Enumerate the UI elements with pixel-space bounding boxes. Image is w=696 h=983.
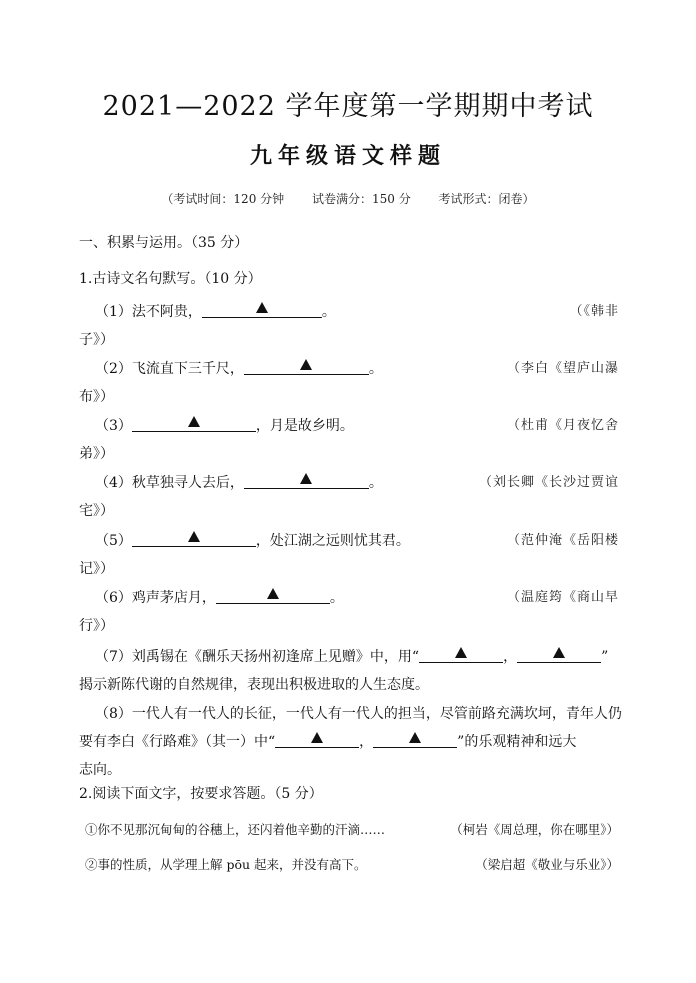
- triangle-marker-icon: [188, 531, 200, 542]
- quote-source: （柯岩《周总理，你在哪里》）: [450, 822, 619, 837]
- item-source: （范仲淹《岳阳楼: [506, 533, 619, 548]
- item-text: （8）一代人有一代人的长征，一代人有一代人的担当，尽管前路充满坎坷，青年人仍: [95, 706, 622, 722]
- item-text: ，: [503, 649, 518, 665]
- answer-blank[interactable]: [275, 730, 359, 748]
- question-1-item-4: [79, 469, 619, 525]
- item-number: （2）: [95, 361, 132, 377]
- exam-format: 考试形式：闭卷）: [438, 192, 535, 206]
- item-number: （3）: [95, 418, 132, 434]
- answer-blank[interactable]: [373, 730, 457, 748]
- question-1-item-8: [79, 700, 622, 784]
- item-text: 法不阿贵，: [131, 304, 202, 320]
- answer-blank[interactable]: [419, 645, 503, 663]
- answer-blank[interactable]: [517, 645, 601, 663]
- triangle-marker-icon: [300, 359, 312, 370]
- item-text: 要有李白《行路难》（其一）中“: [79, 734, 276, 750]
- quote-1: [85, 820, 619, 838]
- triangle-marker-icon: [267, 588, 279, 599]
- item-text: 揭示新陈代谢的自然规律，表现出积极进取的人生态度。: [79, 677, 429, 693]
- item-text: ，处江湖之远则忧其君。: [255, 533, 410, 549]
- question-1-item-3: [79, 412, 619, 468]
- item-text: ”: [601, 649, 609, 665]
- triangle-marker-icon: [409, 732, 421, 743]
- question-2-heading: 2.阅读下面文字，按要求答题。（5 分）: [79, 786, 323, 802]
- item-text: 。: [321, 304, 336, 320]
- exam-time: （考试时间：120 分钟: [161, 192, 285, 206]
- item-text: 。: [368, 475, 383, 491]
- item-source-cont: 行》）: [79, 618, 114, 634]
- question-1-item-6: [79, 584, 619, 640]
- item-source: （刘长卿《长沙过贾谊: [478, 475, 619, 490]
- item-text: （7）刘禹锡在《酬乐天扬州初逢席上见赠》中，用“: [95, 649, 420, 665]
- triangle-marker-icon: [256, 302, 268, 313]
- item-number: （1）: [95, 304, 132, 320]
- quote-source: （梁启超《敬业与乐业》）: [475, 857, 619, 872]
- item-source: （温庭筠《商山早: [506, 590, 619, 605]
- answer-blank[interactable]: [132, 414, 256, 432]
- answer-blank[interactable]: [216, 586, 330, 604]
- item-text: 。: [329, 590, 344, 606]
- answer-blank[interactable]: [244, 357, 369, 375]
- item-text: 志向。: [79, 762, 121, 778]
- quote-2: [85, 855, 619, 873]
- triangle-marker-icon: [455, 647, 467, 658]
- exam-subtitle: 九年级语文样题: [249, 143, 446, 169]
- question-1-item-2: [79, 355, 619, 411]
- exam-title: 2021—2022 学年度第一学期期中考试: [102, 91, 594, 122]
- item-text: ”的乐观精神和远大: [457, 734, 577, 750]
- item-source-cont: 布》）: [79, 389, 114, 405]
- item-text: 。: [368, 361, 383, 377]
- item-text: 秋草独寻人去后，: [131, 475, 244, 491]
- triangle-marker-icon: [300, 473, 312, 484]
- item-source: （李白《望庐山瀑: [506, 361, 619, 376]
- quote-text: ②事的性质，从学理上解 pōu 起来，并没有高下。: [85, 857, 367, 872]
- answer-blank[interactable]: [244, 471, 369, 489]
- answer-blank[interactable]: [202, 300, 322, 318]
- question-1-item-1: [79, 298, 619, 354]
- triangle-marker-icon: [553, 647, 565, 658]
- question-1-item-5: [79, 527, 619, 583]
- exam-meta: [0, 190, 696, 207]
- item-source-cont: 记》）: [79, 561, 114, 577]
- triangle-marker-icon: [188, 416, 200, 427]
- item-text: ，: [359, 734, 374, 750]
- item-source-cont: 宅》）: [79, 503, 114, 519]
- exam-score: 试卷满分：150 分: [311, 192, 411, 206]
- item-number: （4）: [95, 475, 132, 491]
- item-source: （《韩非: [569, 304, 619, 319]
- item-text: 飞流直下三千尺，: [131, 361, 244, 377]
- item-number: （6）: [95, 590, 132, 606]
- section-heading: 一、积累与运用。（35 分）: [79, 235, 249, 251]
- item-source-cont: 弟》）: [79, 446, 114, 462]
- answer-blank[interactable]: [132, 529, 256, 547]
- question-1-item-7: [79, 643, 619, 699]
- question-1-heading: 1.古诗文名句默写。（10 分）: [79, 271, 262, 287]
- quote-text: ①你不见那沉甸甸的谷穗上，还闪着他辛勤的汗滴……: [85, 822, 386, 837]
- item-source-cont: 子》）: [79, 332, 114, 348]
- triangle-marker-icon: [311, 732, 323, 743]
- item-text: ，月是故乡明。: [255, 418, 354, 434]
- item-source: （杜甫《月夜忆舍: [506, 418, 619, 433]
- item-text: 鸡声茅店月，: [131, 590, 216, 606]
- item-number: （5）: [95, 533, 132, 549]
